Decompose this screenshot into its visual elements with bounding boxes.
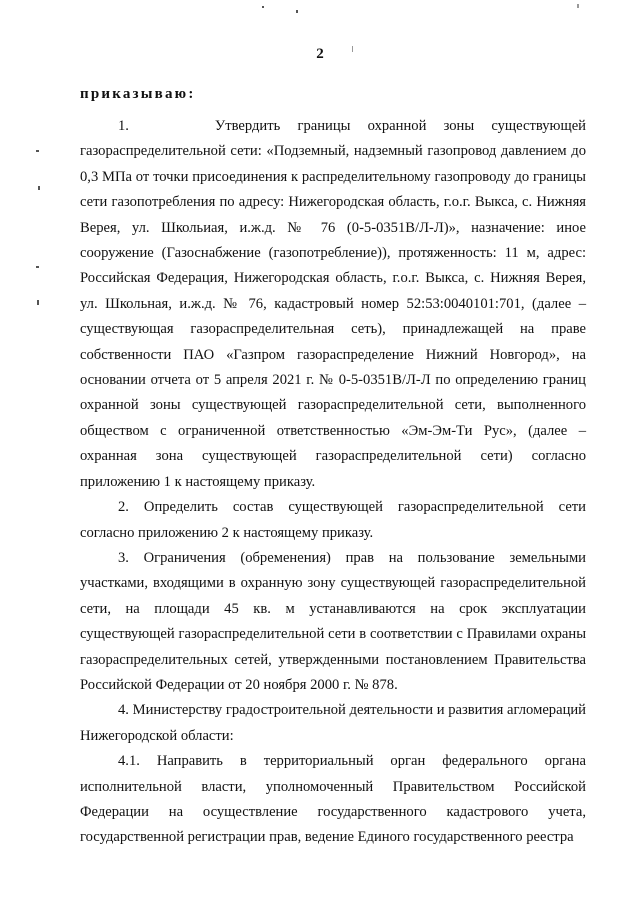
scan-artifact	[296, 10, 298, 13]
scan-artifact	[36, 150, 39, 152]
scan-artifact	[38, 186, 40, 190]
paragraph-1: 1. Утвердить границы охранной зоны существующей газораспределительной сети: «Подземный, надземный газопровод давлением до 0,3 МПа от точки присоединения к распределительному газопроводу до границы сети газопотребления по адресу: Нижегородская область, г.о.г. Выкса, с. Нижняя Верея, ул. Школьиая, и.ж.д. № 76 (0-5-0351В/Л-Л)», назначение: иное сооружение (Газоснабжение (газопотребление)), протяженность: 11 м, адрес: Российская Федерация, Нижегородская область, г.о.г. Выкса, с. Нижняя Верея, ул. Школьная, и.ж.д. № 76, кадастровый номер 52:53:0040101:701, (далее – существующая газораспределительная сеть), принадлежащей на праве собственности ПАО «Газпром газораспределение Нижний Новгород», на основании отчета от 5 апреля 2021 г. № 0-5-0351В/Л-Л по определению границ охранной зоны существующей газораспределительной сети, выполненного обществом с ограниченной ответственностью «Эм-Эм-Ти Рус», (далее – охранная зона существующей газораспределительной сети) согласно приложению 1 к настоящему приказу.	[80, 118, 586, 490]
paragraph-3: 3. Ограничения (обременения) прав на пользование земельными участками, входящими в охранную зону существующей газораспределительной сети, на площади 45 кв. м устанавливаются на срок эксплуатации существующей газораспределительной сети в соответствии с Правилами охраны газораспределительных сетей, утвержденными постановлением Правительства Российской Федерации от 20 ноября 2000 г. № 878.	[80, 549, 586, 693]
scan-artifact	[577, 4, 579, 8]
paragraph-4-1: 4.1. Направить в территориальный орган федерального органа исполнительной власти, уполномоченный Правительством Российской Федерации на осуществление государственного кадастрового учета, государственной регистрации прав, ведение Единого государственного реестра	[80, 753, 586, 846]
order-heading: приказываю:	[80, 86, 196, 102]
paragraph-4: 4. Министерству градостроительной деятельности и развития агломераций Нижегородской области:	[80, 702, 586, 744]
scan-artifact	[36, 266, 39, 268]
scan-artifact	[37, 300, 39, 305]
paragraph-2: 2. Определить состав существующей газораспределительной сети согласно приложению 2 к настоящему приказу.	[80, 499, 586, 541]
scan-artifact	[262, 6, 264, 8]
page-number: 2	[316, 46, 324, 62]
document-body	[80, 114, 586, 851]
